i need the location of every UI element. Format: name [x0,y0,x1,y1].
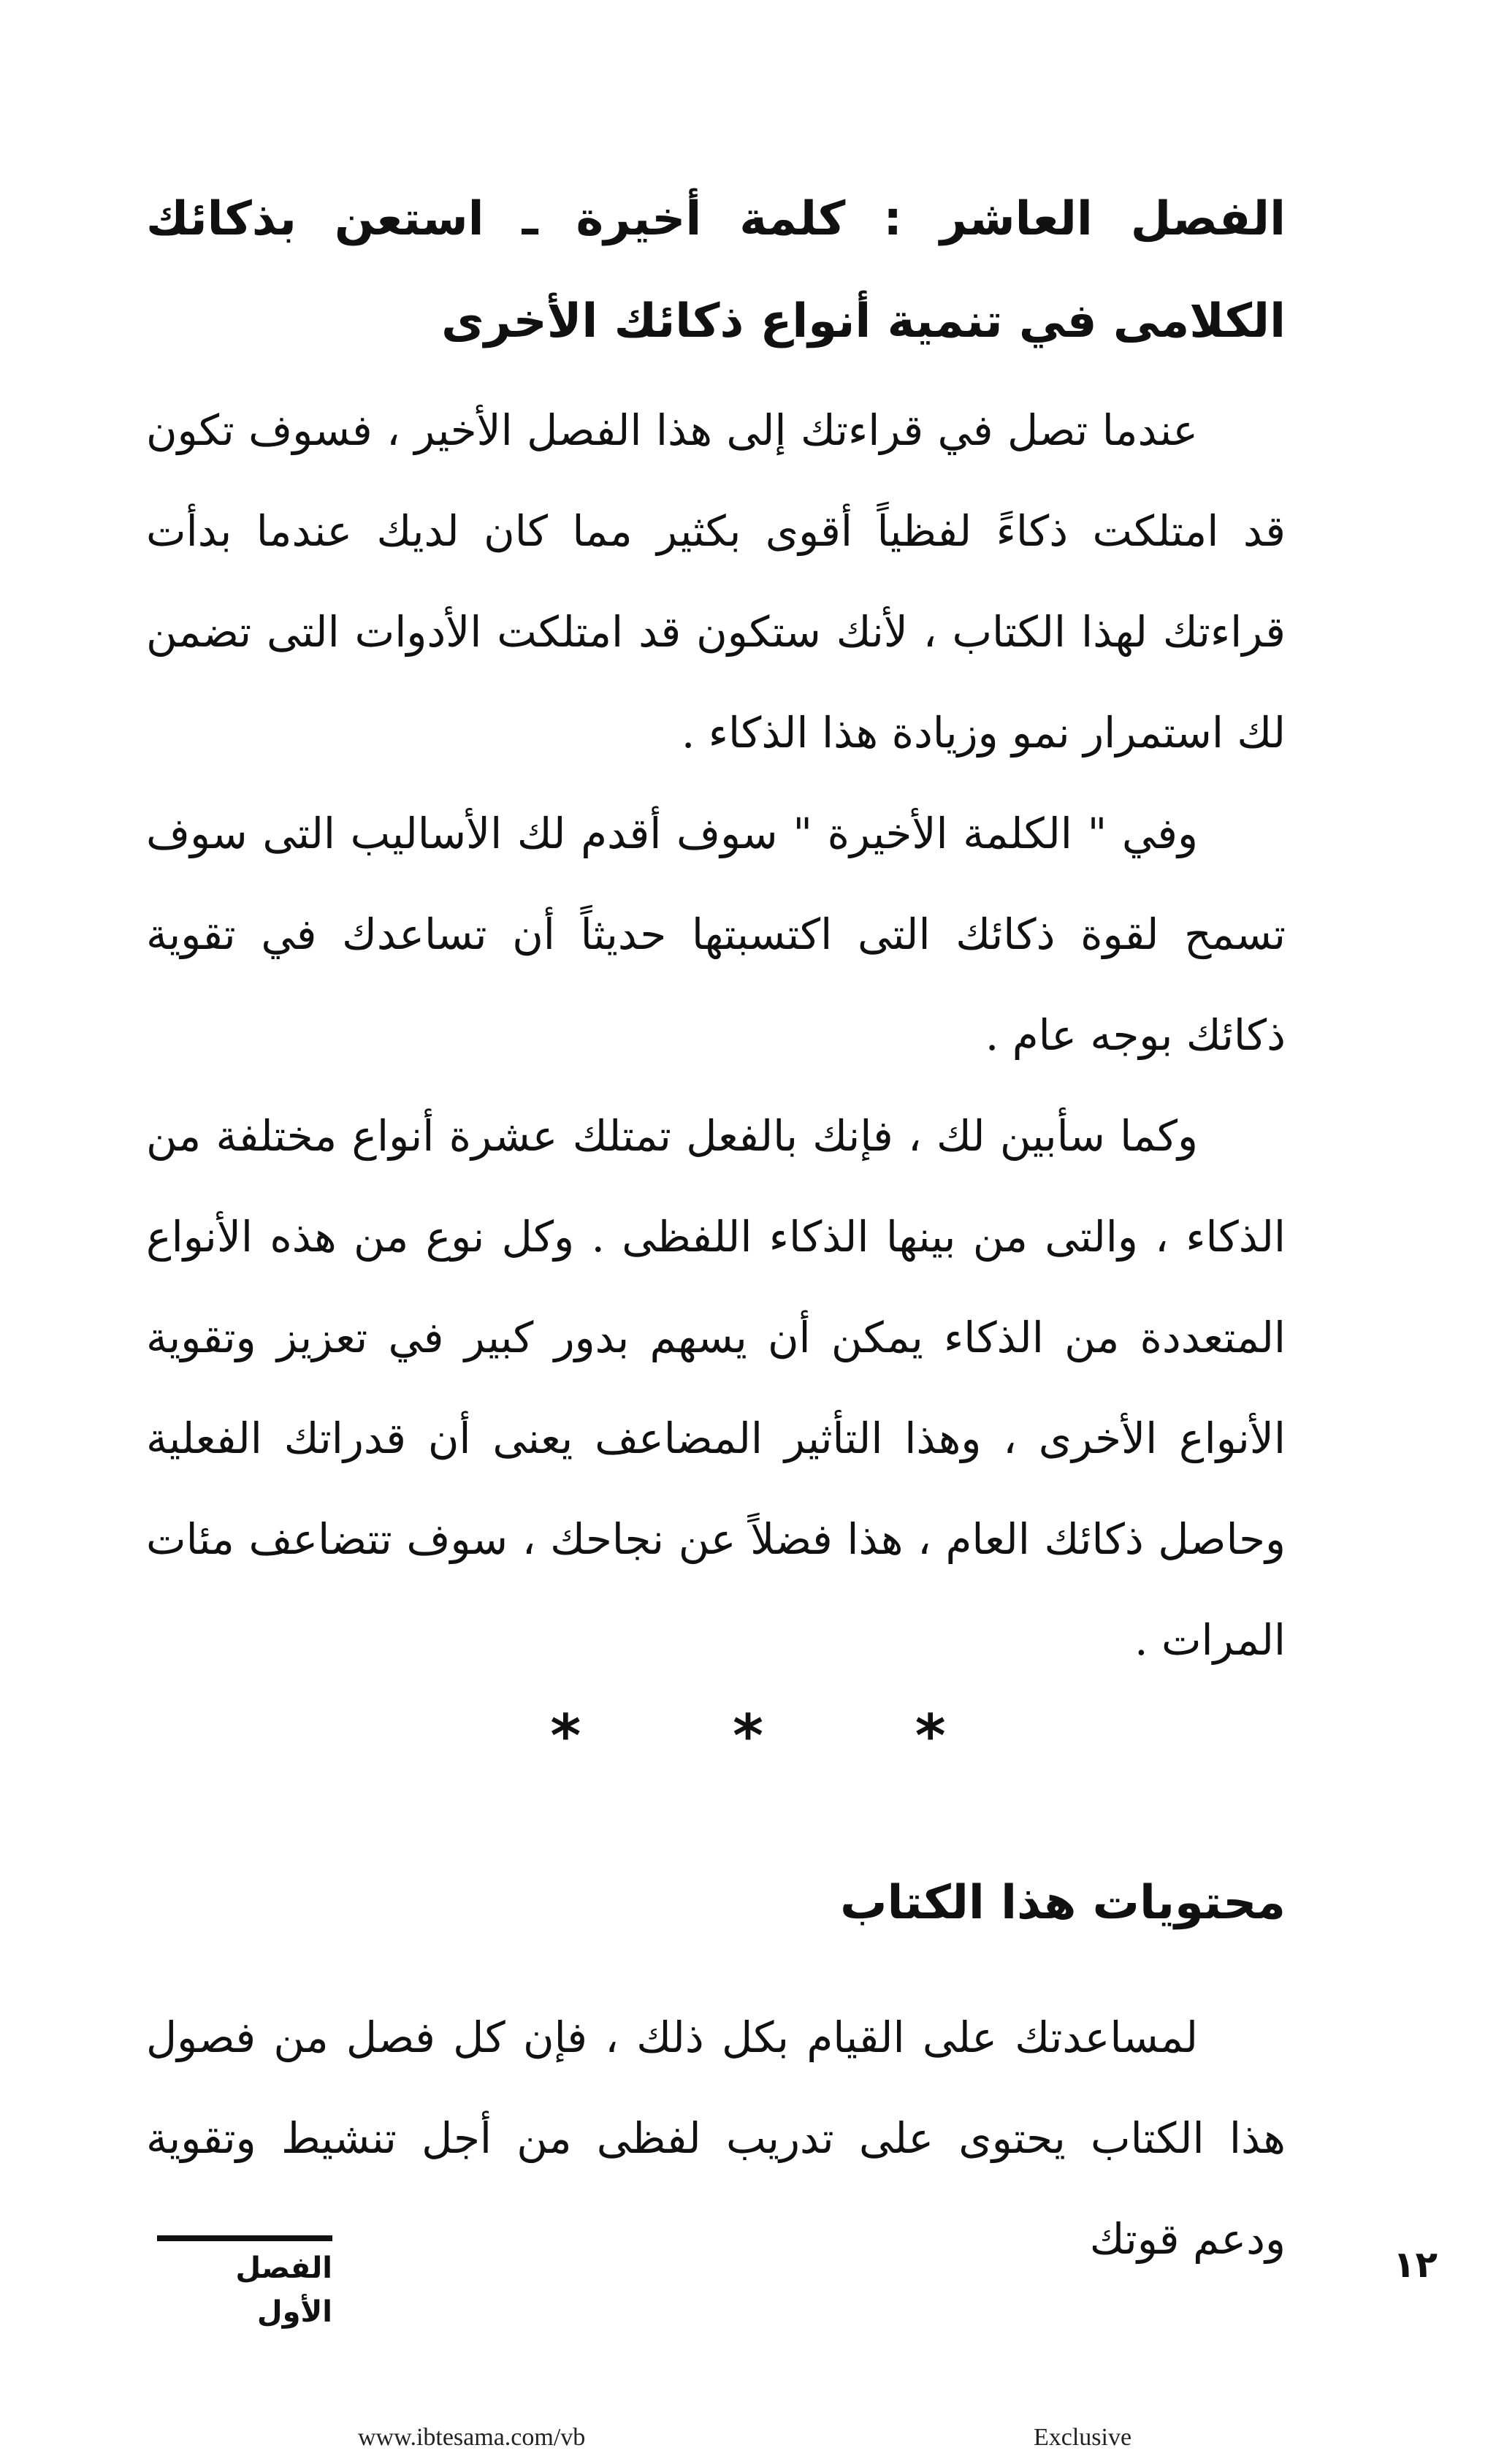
paragraph-1: عندما تصل في قراءتك إلى هذا الفصل الأخير ، فسوف تكون قد امتلكت ذكاءً لفظياً أقوى بكثير مما كان لديك عندما بدأت قراءتك لهذا الكتاب ، لأنك ستكون قد امتلكت الأدوات التى تضمن لك استمرار نمو وزيادة هذا الذكاء . [146,405,1286,758]
separator-star: * [915,1702,946,1770]
watermark-url: www.ibtesama.com/vb [358,2424,586,2451]
section-separator [0,1702,1496,1770]
page-number: ١٢ [1392,2243,1438,2286]
section-paragraph: لمساعدتك على القيام بكل ذلك ، فإن كل فصل من فصول هذا الكتاب يحتوى على تدريب لفظى من أجل تنشيط وتقوية ودعم قوتك [146,2013,1286,2264]
separator-star: * [733,1702,763,1770]
chapter-heading-block [146,168,1286,373]
paragraph-2: وفي " الكلمة الأخيرة " سوف أقدم لك الأساليب التى سوف تسمح لقوة ذكائك التى اكتسبتها حديثاً أن تساعدك في تقوية ذكائك بوجه عام . [146,809,1286,1060]
section-heading: محتويات هذا الكتاب [840,1876,1286,1930]
footer-chapter-label: الفصل الأول [235,2251,332,2329]
paragraph-3: وكما سأبين لك ، فإنك بالفعل تمتلك عشرة أنواع مختلفة من الذكاء ، والتى من بينها الذكاء اللفظى . وكل نوع من هذه الأنواع المتعددة من الذكاء يمكن أن يسهم بدور كبير في تعزيز وتقوية الأنواع الأخرى ، وهذا التأثير المضاعف يعنى أن قدراتك الفعلية وحاصل ذكائك العام ، هذا فضلاً عن نجاحك ، سوف تتضاعف مئات المرات . [146,1111,1286,1665]
chapter-heading: الفصل العاشر : كلمة أخيرة ـ استعن بذكائك الكلامى في تنمية أنواع ذكائك الأخرى [146,192,1286,348]
watermark-tag: Exclusive [1034,2424,1132,2451]
section-heading-block [146,1859,1286,1947]
body-text [146,380,1286,1690]
section-body [146,1987,1286,2289]
separator-star: * [550,1702,581,1770]
footer-rule [157,2235,332,2241]
